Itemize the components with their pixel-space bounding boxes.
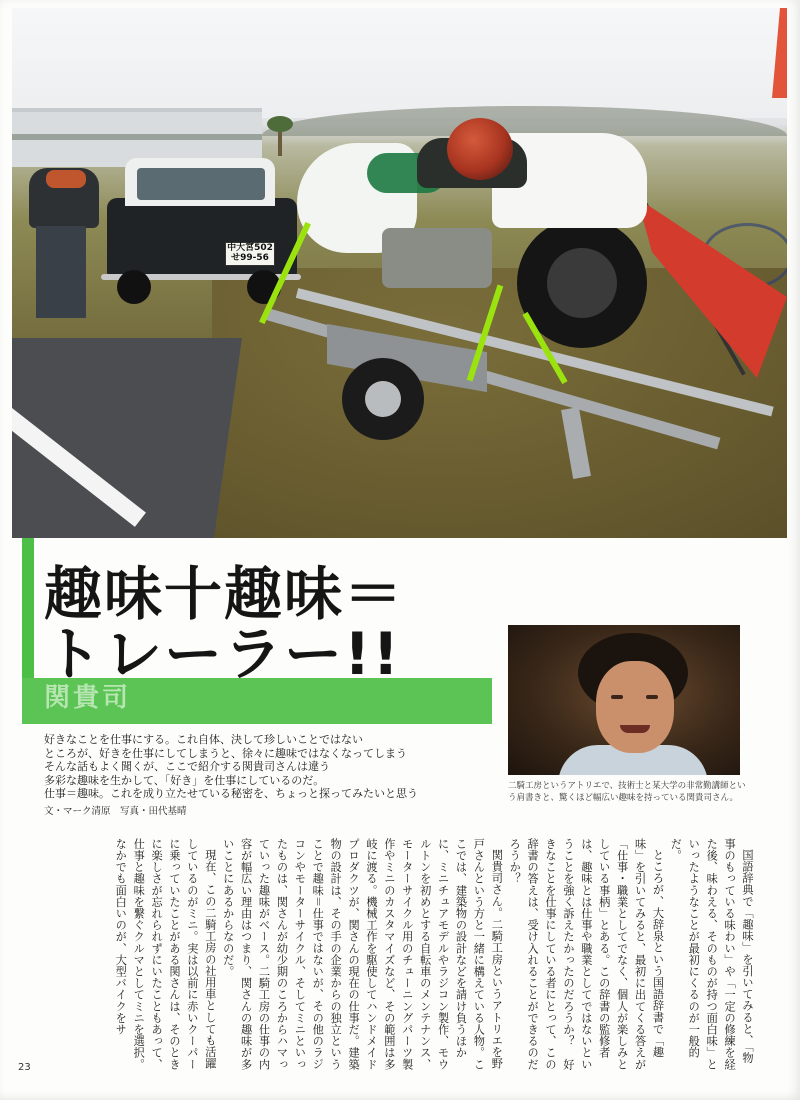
body-paragraph: 国語辞典で「趣味」を引いてみると、「物事のもっている味わい」や「一定の修練を経た後、味わえる、そのものが持つ面白味」といったようなことが最初にくるのが一般的だ。 (669, 838, 754, 1070)
portrait-photo (508, 625, 740, 775)
article-author: 関貴司 (44, 683, 132, 713)
lead-line: ところが、好きを仕事にしてしまうと、徐々に趣味ではなくなってしまう (44, 746, 407, 760)
photo-palm-tree (267, 116, 293, 156)
license-plate-line1: 中大宮502 (227, 243, 273, 253)
lead-line: 多彩な趣味を生かして、「好き」を仕事にしているのだ。 (44, 773, 325, 787)
lead-paragraph (44, 733, 474, 801)
hero-photo (12, 8, 787, 538)
photo-mini-car (107, 158, 297, 293)
lead-line: 仕事＝趣味。これを成り立たせている秘密を、ちょっと探ってみたいと思う (44, 787, 418, 801)
portrait-caption: 二騎工房というアトリエで、技術士と某大学の非常勤講師という肩書きと、驚くほど幅広い趣味を持っている関貴司さん。 (508, 781, 746, 803)
body-paragraph: 関貴司さん。二騎工房というアトリエを野戸さんという方と一緒に構えている人物。ここでは、建築物の設計などを請け負うほかに、ミニチュアモデルやラジコン製作、モウルトンを初めとする自転車のメンテナンス、モーターサイクル用のチューニングパーツ製作やミニのカスタマイズなど、その範囲は多岐に渡る。機械工作を駆使してハンドメイドプロダクツが、関さんの現在の仕事だ。建築物の設計は、その手の企業からの独立ということで趣味＝仕事ではないが、その他のラジコンやモーターサイクル、そしてミニといったものは、関さんが幼少期のころからハマっていった趣味がベース。二騎工房の仕事の内容が幅広い理由はつまり、関さんの趣味が多いことにあるからなのだ。 (221, 838, 504, 1070)
lead-line: そんな話もよく聞くが、ここで紹介する関貴司さんは違う (44, 760, 330, 774)
photo-person (24, 168, 109, 318)
article-body (100, 838, 756, 1070)
license-plate-line2: せ99-56 (231, 253, 269, 263)
photo-helmet (447, 118, 513, 180)
page-number: 23 (18, 1062, 31, 1073)
article-title-line2: トレーラー!! (44, 620, 401, 688)
lead-line: 好きなことを仕事にする。これ自体、決して珍しいことではない (44, 733, 363, 746)
body-paragraph: ところが、大辞泉という国語辞書で「趣味」を引いてみると、最初に出てくる答えが「仕事・職業としてでなく、個人が楽しみとしている事柄」とある。この辞書の監修者は、趣味とは仕事や職業としてではないということを強く訴えたかったのだろうか？ 好きなことを仕事にしている者にとって、この辞書の答えは、受け入れることができるのだろうか？ (508, 838, 665, 1070)
article-credit: 文・マーク清原 写真・田代基晴 (44, 806, 187, 817)
photo-motorcycle (297, 118, 647, 348)
title-accent-bar (22, 538, 34, 688)
photo-sky (12, 8, 787, 118)
license-plate (225, 242, 275, 266)
article-title-line1: 趣味十趣味＝ (44, 560, 405, 628)
body-paragraph: 現在、この二騎工房の社用車としても活躍しているのがミニ。実は以前に赤いクーパーに乗っていたことがある関さんは、そのときに楽しさが忘れられずにいたこともあって、仕事と趣味を繋ぐクルマとしてミニを選択。なかでも面白いのが、大型バイクをサ (114, 838, 217, 1070)
